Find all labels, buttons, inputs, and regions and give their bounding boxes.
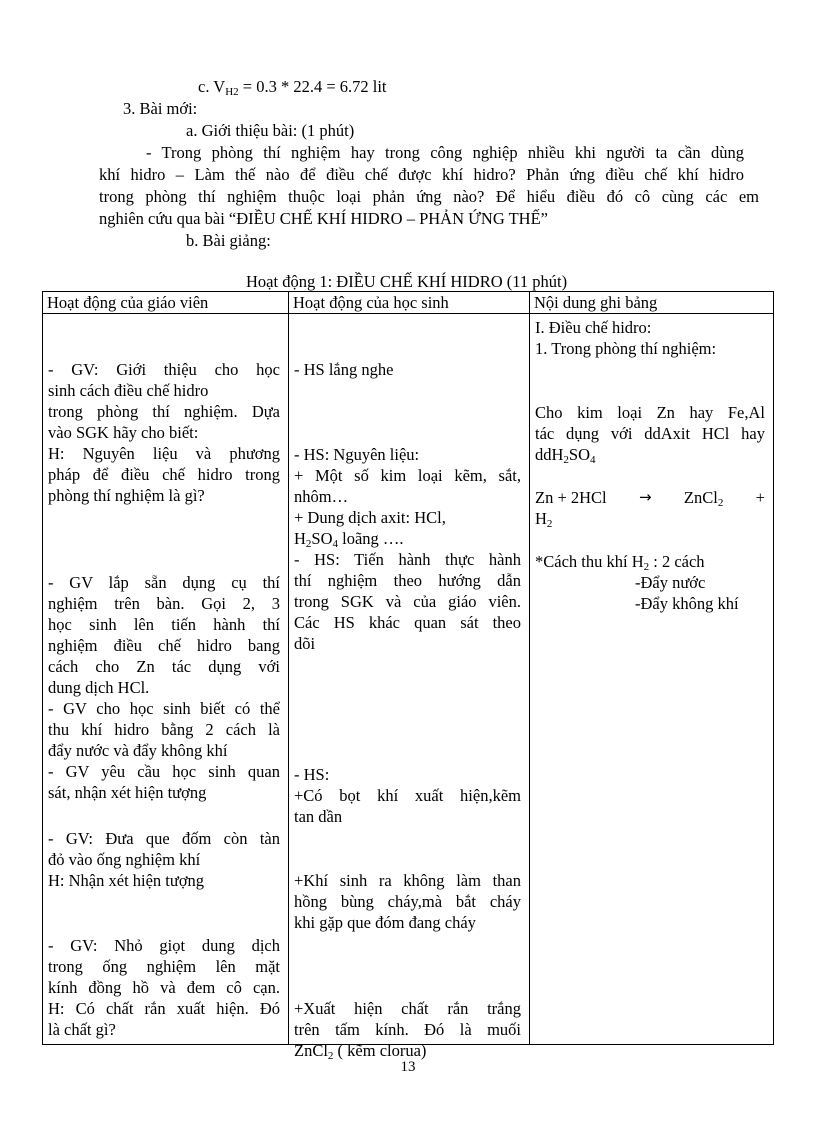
chem-h: H (294, 529, 306, 548)
teacher-block-3 (48, 828, 280, 891)
teacher-line: cách cho Zn tác dụng với (48, 657, 280, 676)
arrow-icon: → (638, 488, 652, 506)
teacher-line: vào SGK hãy cho biết: (48, 423, 199, 442)
teacher-line: trong ống nghiệm lên mặt (48, 957, 280, 976)
table-body-row (43, 314, 774, 1045)
student-block-1 (294, 359, 521, 380)
chem-rest: ( kẽm clorua) (333, 1041, 427, 1060)
eq-left: Zn + 2HCl (535, 488, 607, 507)
chem-rest: loãng …. (342, 529, 404, 548)
teacher-cell (43, 314, 289, 1045)
teacher-line: học sinh lên tiến hành thí (48, 615, 280, 634)
student-line: khi gặp que đóm đang cháy (294, 913, 476, 932)
student-block-5 (294, 998, 521, 1061)
teacher-line: là chất gì? (48, 1020, 116, 1039)
student-block-3 (294, 764, 521, 827)
teacher-line: H: Có chất rắn xuất hiện. Đó (48, 999, 280, 1018)
teacher-line: trong phòng thí nghiệm. Dựa (48, 402, 280, 421)
teacher-line: dung dịch HCl. (48, 678, 150, 697)
intro-para-4: nghiên cứu qua bài “ĐIỀU CHẾ KHÍ HIDRO – PHẢN ỨNG THẾ” (99, 209, 548, 228)
student-block-4 (294, 870, 521, 933)
student-line: Các HS khác quan sát theo (294, 613, 521, 632)
student-line: - HS: (294, 765, 330, 784)
teacher-line: nghiệm điều chế hidro bang (48, 636, 280, 655)
student-line: dõi (294, 634, 316, 653)
teacher-line: phòng thí nghiệm là gì? (48, 486, 205, 505)
teacher-line: sát, nhận xét hiện tượng (48, 783, 207, 802)
student-line: tan dần (294, 807, 343, 826)
section-3: 3. Bài mới: (123, 99, 198, 118)
teacher-line: - GV cho học sinh biết có thể (48, 699, 280, 718)
student-line: +Có bọt khí xuất hiện,kẽm (294, 786, 521, 805)
student-line: - HS: Nguyên liệu: (294, 445, 420, 464)
chem-sub: 2 (643, 561, 650, 573)
teacher-line: đẩy nước và đẩy không khí (48, 741, 228, 760)
student-line: hồng bùng cháy,mà bắt cháy (294, 892, 521, 911)
teacher-line: đỏ vào ống nghiệm khí (48, 850, 201, 869)
board-line (535, 444, 765, 465)
header-student: Hoạt động của học sinh (289, 292, 530, 314)
table-caption: Hoạt động 1: ĐIỀU CHẾ KHÍ HIDRO (11 phút) (246, 272, 568, 291)
collect-line (535, 551, 765, 572)
teacher-block-2 (48, 572, 280, 803)
method-2: -Đẩy không khí (635, 594, 739, 613)
teacher-line: H: Nguyên liệu và phương (48, 444, 280, 463)
chem-sub: 4 (332, 538, 339, 550)
board-block-2 (535, 402, 765, 465)
teacher-line: kính đồng hồ và đem cô cạn. (48, 978, 280, 997)
teacher-line: thu khí hidro bằng 2 cách là (48, 720, 280, 739)
board-line: Cho kim loại Zn hay Fe,Al (535, 403, 765, 422)
chem-dd: ddH (535, 445, 564, 464)
student-block-2 (294, 444, 521, 654)
chem-so: SO (311, 529, 333, 548)
board-line: tác dụng với ddAxit HCl hay (535, 424, 765, 443)
intro-para-3: trong phòng thí nghiệm thuộc loại phản ứng nào? Để hiểu điều đó cô cùng các em (99, 187, 759, 206)
intro-para-2: khí hidro – Làm thế nào để điều chế được khí hidro? Phản ứng điều chế khí hidro (99, 165, 744, 184)
chem-sub: 2 (305, 538, 312, 550)
line-c-rest: = 0.3 * 22.4 = 6.72 lit (238, 77, 387, 96)
board-equation (535, 487, 765, 529)
student-line: +Xuất hiện chất rắn trắng (294, 999, 521, 1018)
student-line: +Khí sinh ra không làm than (294, 871, 521, 890)
teacher-line: - GV: Đưa que đốm còn tàn (48, 829, 280, 848)
chem-so: SO (568, 445, 591, 464)
chem-sub: 2 (546, 518, 553, 530)
equation-line (535, 487, 765, 508)
student-line: + Một số kim loại kẽm, sắt, (294, 466, 521, 485)
teacher-line: nghiệm trên bàn. Gọi 2, 3 (48, 594, 280, 613)
chem-sub: 2 (327, 1050, 334, 1062)
collect-pre: *Cách thu khí H (535, 552, 644, 571)
intro-para-1: - Trong phòng thí nghiệm hay trong công nghiệp nhiều khi người ta cần dùng (146, 143, 744, 162)
header-board: Nội dung ghi bảng (530, 292, 774, 314)
teacher-line: pháp để điều chế hidro trong (48, 465, 280, 484)
student-line: thí nghiệm theo hướng dẫn (294, 571, 521, 590)
teacher-line: - GV lắp sẵn dụng cụ thí (48, 573, 280, 592)
activity-table (42, 291, 774, 1062)
board-block-1 (535, 317, 765, 359)
student-line (294, 1040, 521, 1061)
eq-h: H (535, 509, 547, 528)
student-line: + Dung dịch axit: HCl, (294, 508, 446, 527)
teacher-line: - GV: Giới thiệu cho học (48, 360, 280, 379)
line-c (198, 77, 387, 97)
chem-sub: 2 (717, 497, 724, 509)
student-line (294, 528, 521, 549)
eq-right (684, 487, 723, 508)
line-c-sub: H2 (225, 86, 239, 98)
student-line: trên tấm kính. Đó là muối (294, 1020, 521, 1039)
teacher-block-1 (48, 359, 280, 506)
board-cell (530, 314, 774, 1045)
board-subheading: 1. Trong phòng thí nghiệm: (535, 339, 717, 358)
page-number: 13 (400, 1059, 416, 1075)
line-c-prefix: c. V (198, 77, 226, 96)
method-1: -Đẩy nước (635, 573, 706, 592)
board-collect (535, 551, 765, 614)
board-heading: I. Điều chế hidro: (535, 318, 652, 337)
chem-sub: 4 (590, 454, 596, 466)
equation-line-2 (535, 508, 765, 529)
teacher-block-4 (48, 935, 280, 1040)
chem-sub: 2 (563, 454, 569, 466)
header-teacher: Hoạt động của giáo viên (43, 292, 289, 314)
sub-a: a. Giới thiệu bài: (1 phút) (186, 121, 355, 140)
sub-b: b. Bài giảng: (186, 231, 271, 250)
chem-zncl: ZnCl (294, 1041, 328, 1060)
table-header-row (43, 292, 774, 314)
eq-zncl: ZnCl (683, 488, 718, 507)
student-line: - HS lắng nghe (294, 360, 394, 379)
student-line: trong SGK và của giáo viên. (294, 592, 521, 611)
teacher-line: H: Nhận xét hiện tượng (48, 871, 205, 890)
teacher-line: sinh cách điều chế hidro (48, 381, 209, 400)
teacher-line: - GV: Nhỏ giọt dung dịch (48, 936, 280, 955)
student-line: nhôm… (294, 487, 349, 506)
eq-plus: + (755, 488, 765, 507)
teacher-line: - GV yêu cầu học sinh quan (48, 762, 280, 781)
student-cell (289, 314, 530, 1062)
student-line: - HS: Tiến hành thực hành (294, 550, 521, 569)
collect-post: : 2 cách (649, 552, 705, 571)
